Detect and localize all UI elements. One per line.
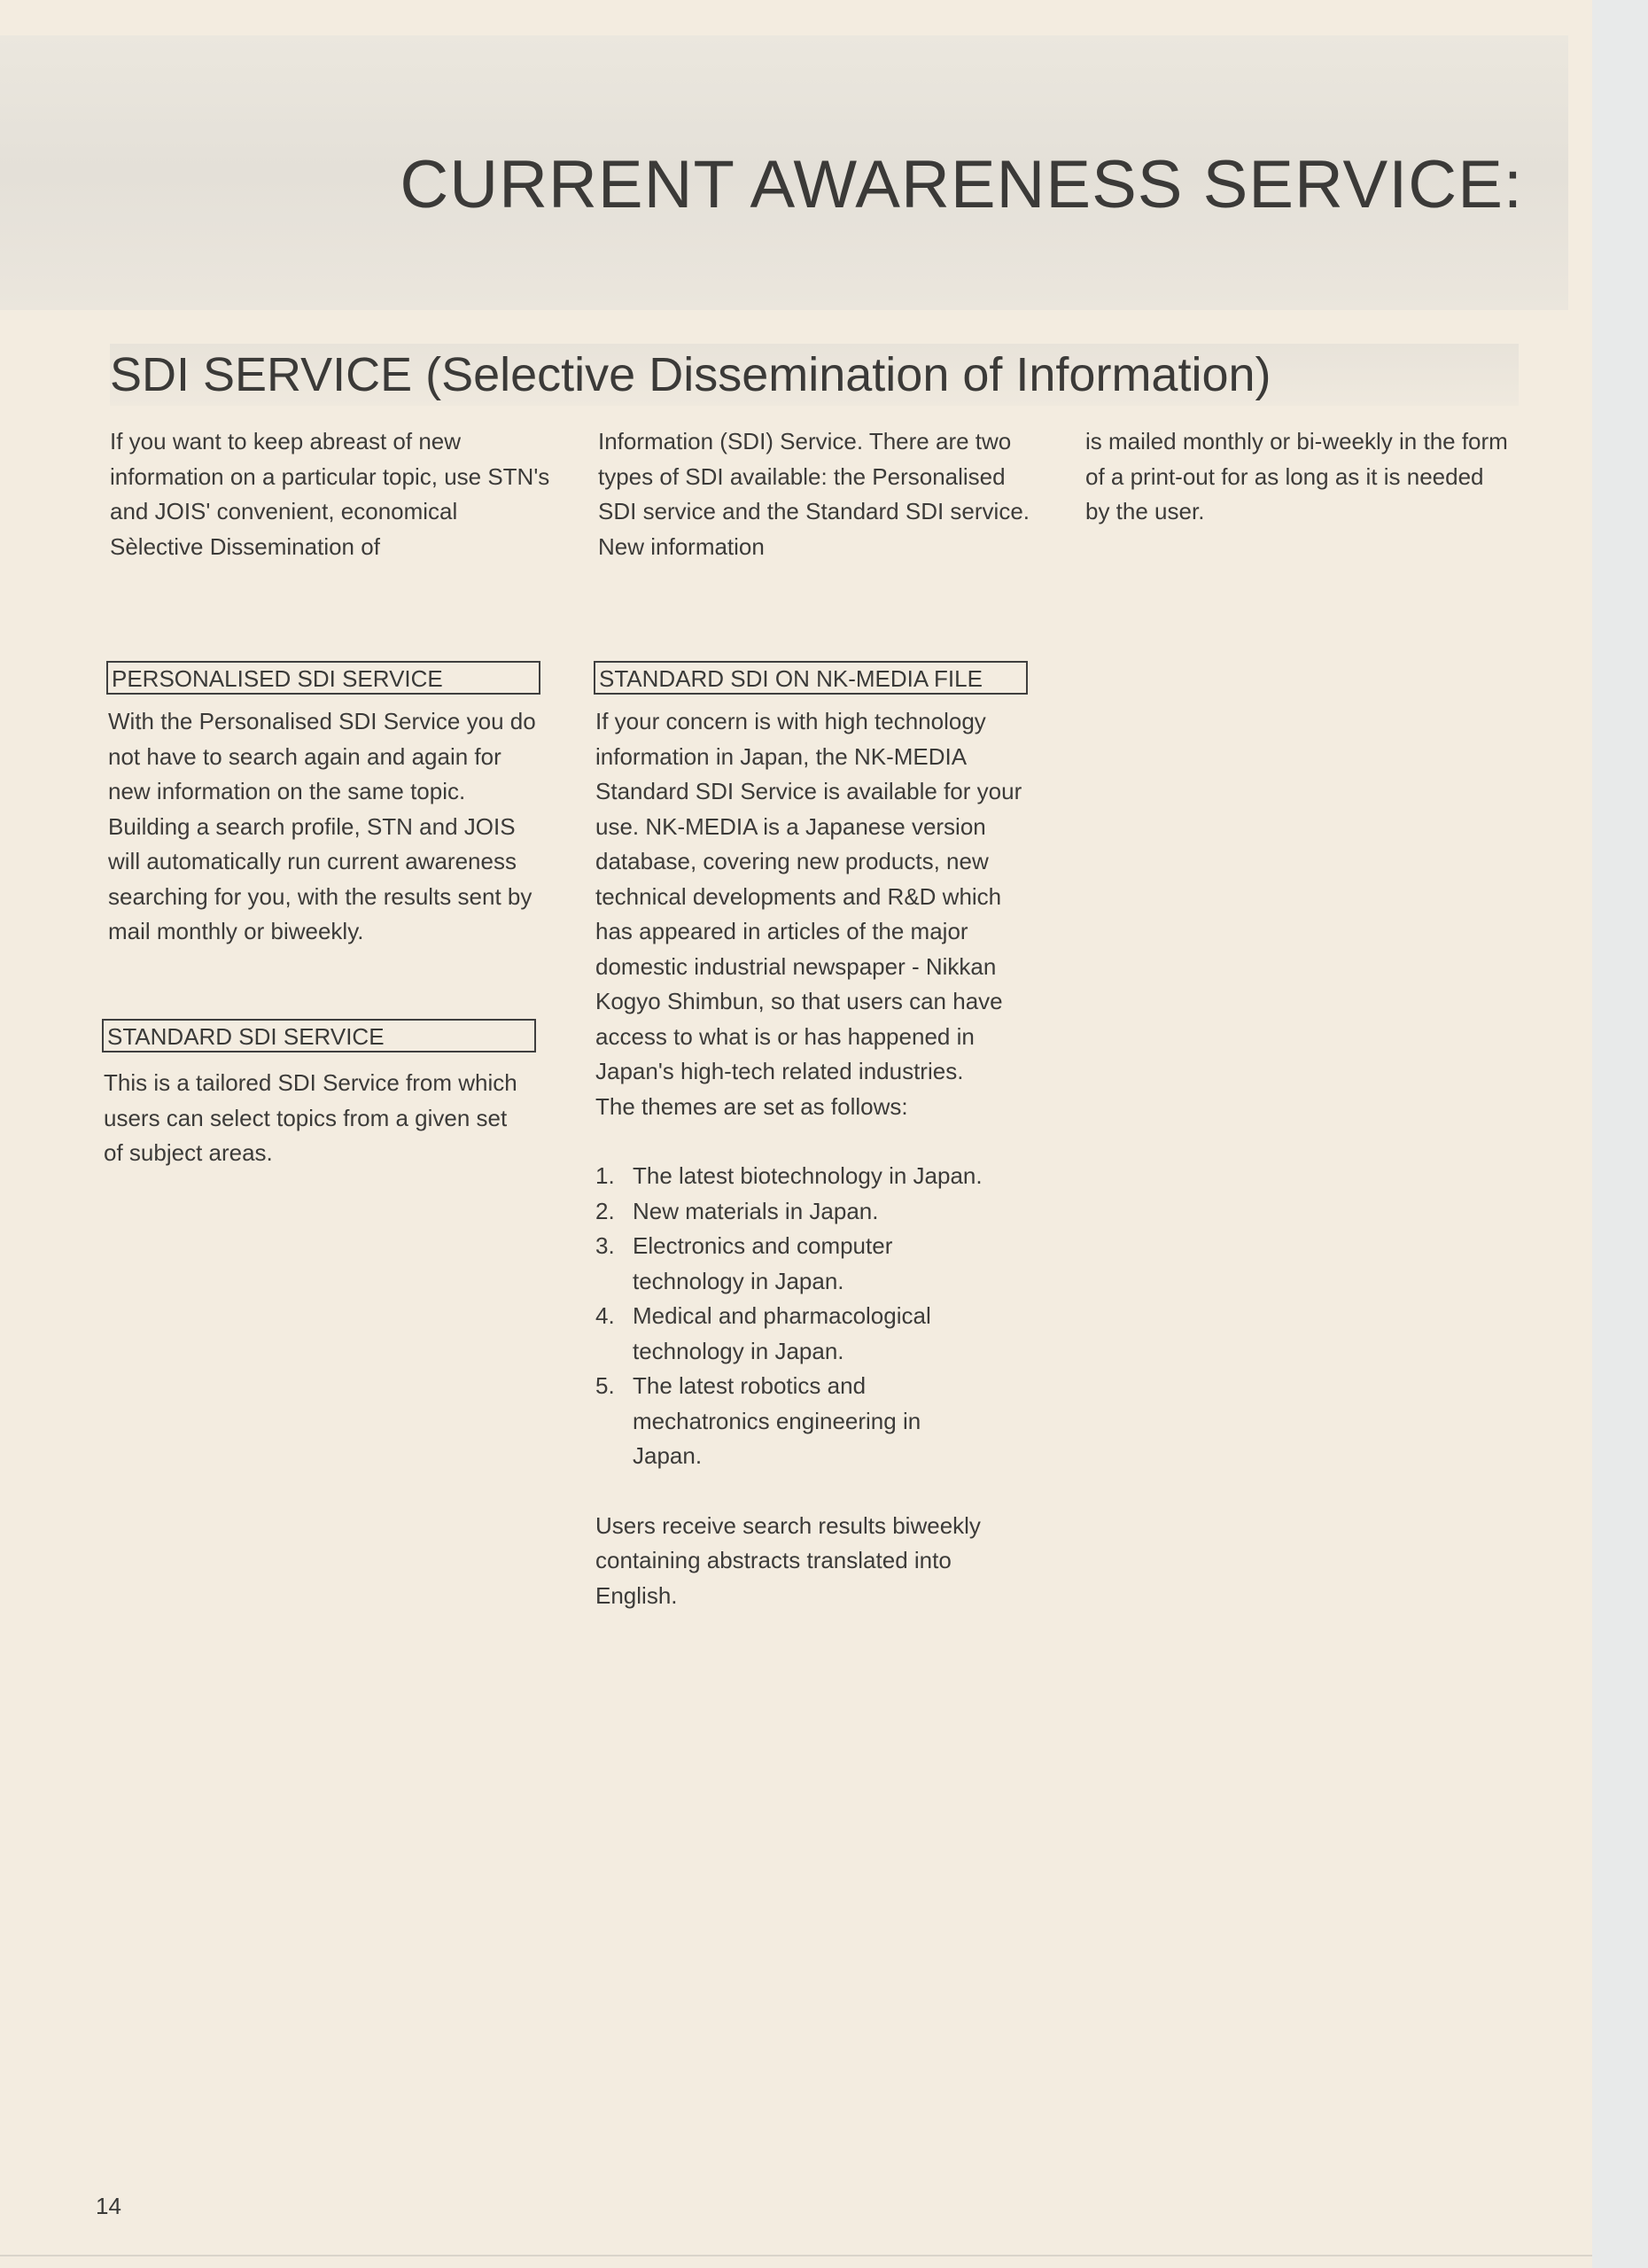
nk-media-heading: STANDARD SDI ON NK-MEDIA FILE [594,661,1028,695]
intro-column-3 [1085,424,1511,530]
page-title: CURRENT AWARENESS SERVICE: [400,147,1523,222]
bottom-rule [0,2255,1592,2256]
standard-sdi-heading: STANDARD SDI SERVICE [102,1019,536,1052]
section-title: SDI SERVICE (Selective Dissemination of Information) [110,344,1519,406]
intro-text-1: If you want to keep abreast of new information on a particular topic, use STN's and JOIS' convenient, economical Sèlective Dissemination of [110,428,550,560]
themes-intro: The themes are set as follows: [595,1092,908,1120]
list-item: 1. The latest biotechnology in Japan. [595,1162,983,1189]
list-item: 3. Electronics and computer technology in Japan. [595,1232,893,1294]
intro-column-1 [110,424,553,564]
list-item: 5. The latest robotics and mechatronics engineering in Japan. [595,1372,921,1469]
nk-media-column [595,704,1038,1613]
list-item: 4. Medical and pharmacological technology in Japan. [595,1302,931,1364]
closing-text: Users receive search results biweekly containing abstracts translated into English. [595,1511,981,1609]
nk-media-text: If your concern is with high technology information in Japan, the NK-MEDIA Standard SDI Service is available for your use. NK-MEDIA is a Japanese version database, covering new products, new technical developments and R&D which has appeared in articles of the major domestic industrial newspaper - Nikkan Kogyo Shimbun, so that users can have access to what is or has happened in Japan's high-tech related industries. [595,708,1022,1084]
list-item: 2. New materials in Japan. [595,1197,879,1224]
intro-text-2: Information (SDI) Service. There are two types of SDI available: the Personalised SDI service and the Standard SDI service. New information [598,428,1030,560]
page-number: 14 [96,2193,121,2219]
intro-column-2 [598,424,1041,564]
personalised-sdi-column [108,704,547,950]
personalised-sdi-text: With the Personalised SDI Service you do not have to search again and again for new information on the same topic. Building a search profile, STN and JOIS will automatically run current awareness searching for you, with the results sent by mail monthly or biweekly. [108,708,536,944]
standard-sdi-text: This is a tailored SDI Service from which users can select topics from a given set of subject areas. [104,1069,517,1166]
intro-text-3: is mailed monthly or bi-weekly in the form of a print-out for as long as it is needed by the user. [1085,428,1508,524]
themes-list [595,1159,1038,1474]
personalised-sdi-heading: PERSONALISED SDI SERVICE [106,661,540,695]
standard-sdi-column [104,1066,529,1171]
